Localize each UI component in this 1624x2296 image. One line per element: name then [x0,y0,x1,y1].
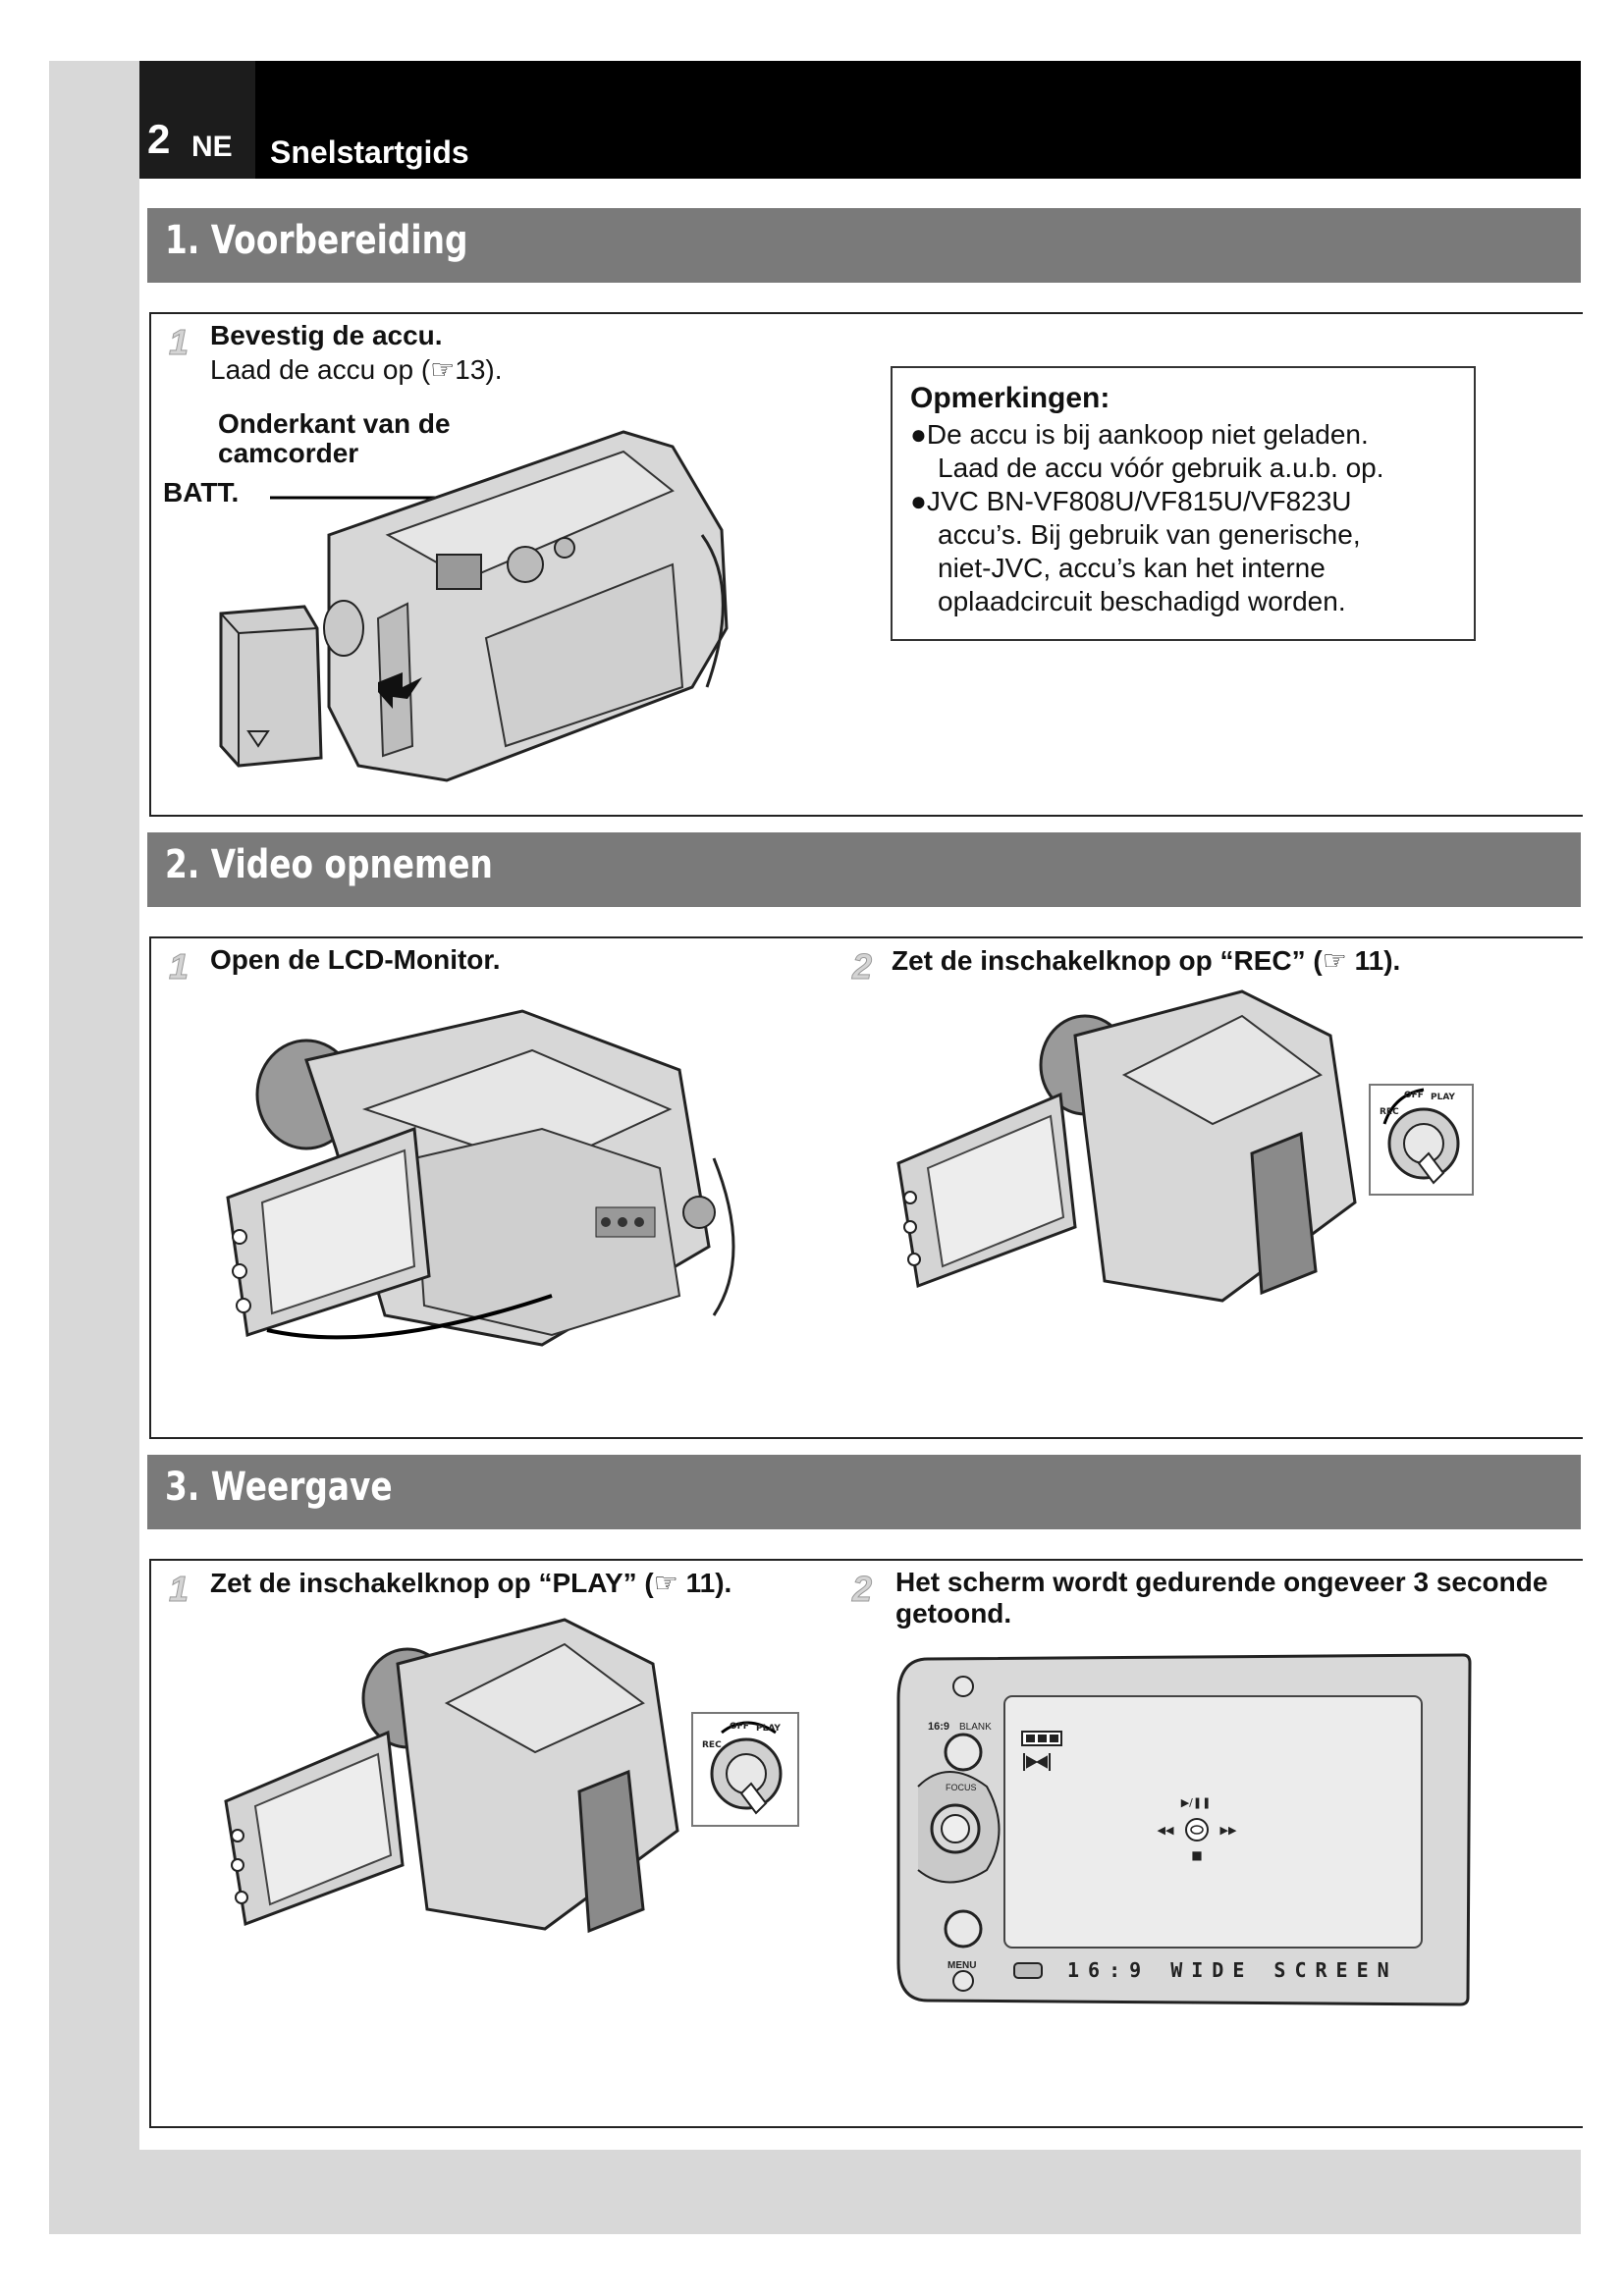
dial-play-label: PLAY [1431,1093,1455,1102]
video-step-1-title: Open de LCD-Monitor. [210,944,501,975]
open-lcd-illustration [218,1001,768,1355]
batt-label: BATT. [163,477,240,507]
camcorder-battery-illustration [211,393,761,785]
video-step-2-title: Zet de inschakelknop op “REC” (☞ 11). [892,945,1401,976]
play-step-1-number: 1 [169,1569,189,1609]
notes-line-3: ●JVC BN-VF808U/VF815U/VF823U [910,486,1352,516]
notes-title: Opmerkingen: [910,382,1110,414]
play-dial-play-label: PLAY [756,1724,781,1734]
notes-box [891,366,1476,641]
lcd-blank-button-label: BLANK [959,1722,992,1733]
underside-label-1: Onderkant van de [218,408,451,439]
section-2-title: 2. Video opnemen [165,842,493,887]
video-step-2-number: 2 [852,946,873,987]
lcd-widescreen-label: 16:9 WIDE SCREEN [1067,1958,1398,1982]
play-dial-off-label: OFF [730,1722,749,1732]
notes-line-5: niet-JVC, accu’s kan het interne [938,553,1326,583]
lcd-stop-icon: ■ [1191,1848,1203,1862]
lcd-rewind-icon: ◀◀ [1157,1824,1174,1837]
lcd-menu-label: MENU [947,1960,977,1971]
lcd-screen-illustration [889,1649,1478,2012]
play-step-1-title: Zet de inschakelknop op “PLAY” (☞ 11). [210,1568,732,1598]
notes-line-4: accu’s. Bij gebruik van generische, [938,519,1361,550]
step-1-text: Laad de accu op (☞13). [210,354,503,385]
step-1-number: 1 [169,322,189,362]
guide-title: Snelstartgids [270,134,469,170]
step-1-title: Bevestig de accu. [210,320,443,350]
play-switch-illustration [211,1615,805,1949]
notes-line-6: oplaadcircuit beschadigd worden. [938,586,1346,616]
rec-switch-illustration [889,987,1478,1310]
notes-line-1: ●De accu is bij aankoop niet geladen. [910,419,1369,450]
dial-rec-label: REC [1380,1107,1399,1117]
play-step-2-title-1: Het scherm wordt gedurende ongeveer 3 seconde [895,1567,1548,1597]
language-code: NE [191,131,233,163]
lcd-fastforward-icon: ▶▶ [1219,1824,1237,1837]
section-3-title: 3. Weergave [165,1465,393,1510]
underside-label-2: camcorder [218,438,359,468]
play-dial-rec-label: REC [702,1740,722,1750]
section-1-title: 1. Voorbereiding [165,218,468,263]
dial-off-label: OFF [1404,1091,1424,1100]
lcd-playpause-icon: ▶/❚❚ [1180,1796,1212,1809]
lcd-focus-label: FOCUS [946,1783,977,1792]
lcd-169-button-label: 16:9 [928,1721,950,1733]
page-number: 2 [147,116,171,162]
video-step-1-number: 1 [169,946,189,987]
play-step-2-title-2: getoond. [895,1598,1012,1629]
notes-line-2: Laad de accu vóór gebruik a.u.b. op. [938,453,1384,483]
play-step-2-number: 2 [852,1569,873,1609]
